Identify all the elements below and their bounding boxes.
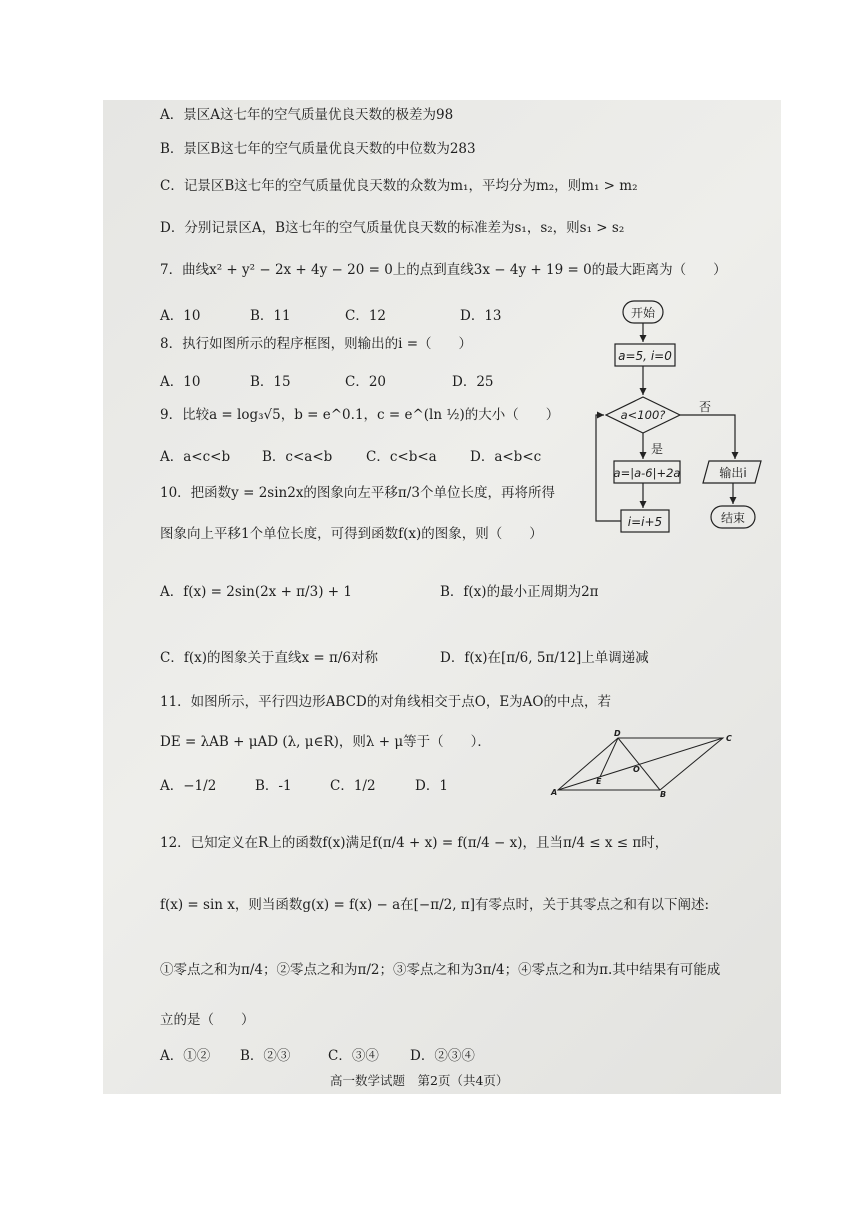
flow-output-label: 输出i [719, 466, 747, 480]
program-flowchart [580, 295, 780, 540]
q11-option-b: B．-1 [255, 778, 292, 794]
q12-option-b: B．②③ [240, 1048, 291, 1064]
q11-stem-1: 11．如图所示，平行四边形ABCD的对角线相交于点O，E为AO的中点，若 [160, 694, 611, 710]
q12-stem-4: 立的是（ ） [160, 1012, 255, 1028]
q10-option-d: D．f(x)在[π/6, 5π/12]上单调递减 [440, 650, 649, 666]
q8-option-d: D．25 [452, 374, 494, 390]
q11-option-c: C．1/2 [330, 778, 376, 794]
point-label-b: B [660, 790, 667, 798]
q8-option-c: C．20 [345, 374, 387, 390]
parallelogram-figure [548, 728, 758, 798]
flow-yes-label: 是 [650, 442, 664, 456]
q12-stem-2: f(x) = sin x，则当函数g(x) = f(x) − a在[−π/2, π]有零点时，关于其零点之和有以下阐述: [160, 897, 710, 913]
q8-option-b: B．15 [250, 374, 291, 390]
q7-option-c: C．12 [345, 308, 387, 324]
point-label-o: O [633, 765, 640, 774]
q10-stem-1: 10．把函数y = 2sin2x的图象向左平移π/3个单位长度，再将所得 [160, 485, 555, 501]
flow-condition-label: a<100? [620, 408, 666, 422]
point-label-a: A [551, 788, 558, 797]
page-footer: 高一数学试题 第2页（共4页） [330, 1073, 509, 1088]
q9-option-a: A．a<c<b [160, 449, 231, 465]
q12-option-c: C．③④ [328, 1048, 379, 1064]
q11-stem-2: DE = λAB + μAD (λ, μ∈R)，则λ + μ等于（ ）． [160, 734, 491, 750]
flow-update-i-label: i=i+5 [627, 515, 663, 529]
q10-option-b: B．f(x)的最小正周期为2π [440, 584, 599, 600]
q12-stem-1: 12．已知定义在R上的函数f(x)满足f(π/4 + x) = f(π/4 − x)，且当π/4 ≤ x ≤ π时， [160, 835, 669, 851]
flow-end-label: 结束 [720, 511, 746, 525]
q11-option-a: A．−1/2 [160, 778, 217, 794]
q7-option-a: A．10 [160, 308, 201, 324]
q10-option-a: A．f(x) = 2sin(2x + π/3) + 1 [160, 584, 352, 600]
prev-option-a: A．景区A这七年的空气质量优良天数的极差为98 [160, 107, 454, 123]
q7-stem: 7．曲线x² + y² − 2x + 4y − 20 = 0上的点到直线3x − 4y + 19 = 0的最大距离为（ ） [160, 262, 727, 278]
q12-stem-3: ①零点之和为π/4；②零点之和为π/2；③零点之和为3π/4；④零点之和为π.其中结果有可能成 [160, 962, 721, 978]
q7-option-b: B．11 [250, 308, 291, 324]
q8-option-a: A．10 [160, 374, 201, 390]
q9-option-d: D．a<b<c [470, 449, 542, 465]
prev-option-c: C．记景区B这七年的空气质量优良天数的众数为m₁，平均分为m₂，则m₁ > m₂ [160, 178, 638, 194]
q10-option-c: C．f(x)的图象关于直线x = π/6对称 [160, 650, 378, 666]
q12-option-a: A．①② [160, 1048, 211, 1064]
q10-stem-2: 图象向上平移1个单位长度，可得到函数f(x)的图象，则（ ） [160, 526, 543, 542]
flow-update-a-label: a=|a-6|+2a [613, 466, 681, 480]
q7-option-d: D．13 [460, 308, 502, 324]
flow-start-label: 开始 [630, 306, 656, 320]
q11-option-d: D．1 [415, 778, 448, 794]
flow-init-label: a=5, i=0 [618, 349, 672, 363]
q8-stem: 8．执行如图所示的程序框图，则输出的i =（ ） [160, 336, 473, 352]
q9-stem: 9．比较a = log₃√5，b = e^0.1，c = e^(ln ½)的大小（ ） [160, 407, 560, 423]
flow-no-label: 否 [698, 400, 712, 414]
q12-option-d: D．②③④ [410, 1048, 475, 1064]
prev-option-d: D．分别记景区A，B这七年的空气质量优良天数的标准差为s₁，s₂，则s₁ > s₂ [160, 220, 625, 236]
q9-option-c: C．c<b<a [366, 449, 437, 465]
point-label-d: D [614, 729, 621, 738]
point-label-c: C [726, 734, 732, 743]
prev-option-b: B．景区B这七年的空气质量优良天数的中位数为283 [160, 141, 476, 157]
point-label-e: E [596, 777, 602, 786]
q9-option-b: B．c<a<b [262, 449, 333, 465]
